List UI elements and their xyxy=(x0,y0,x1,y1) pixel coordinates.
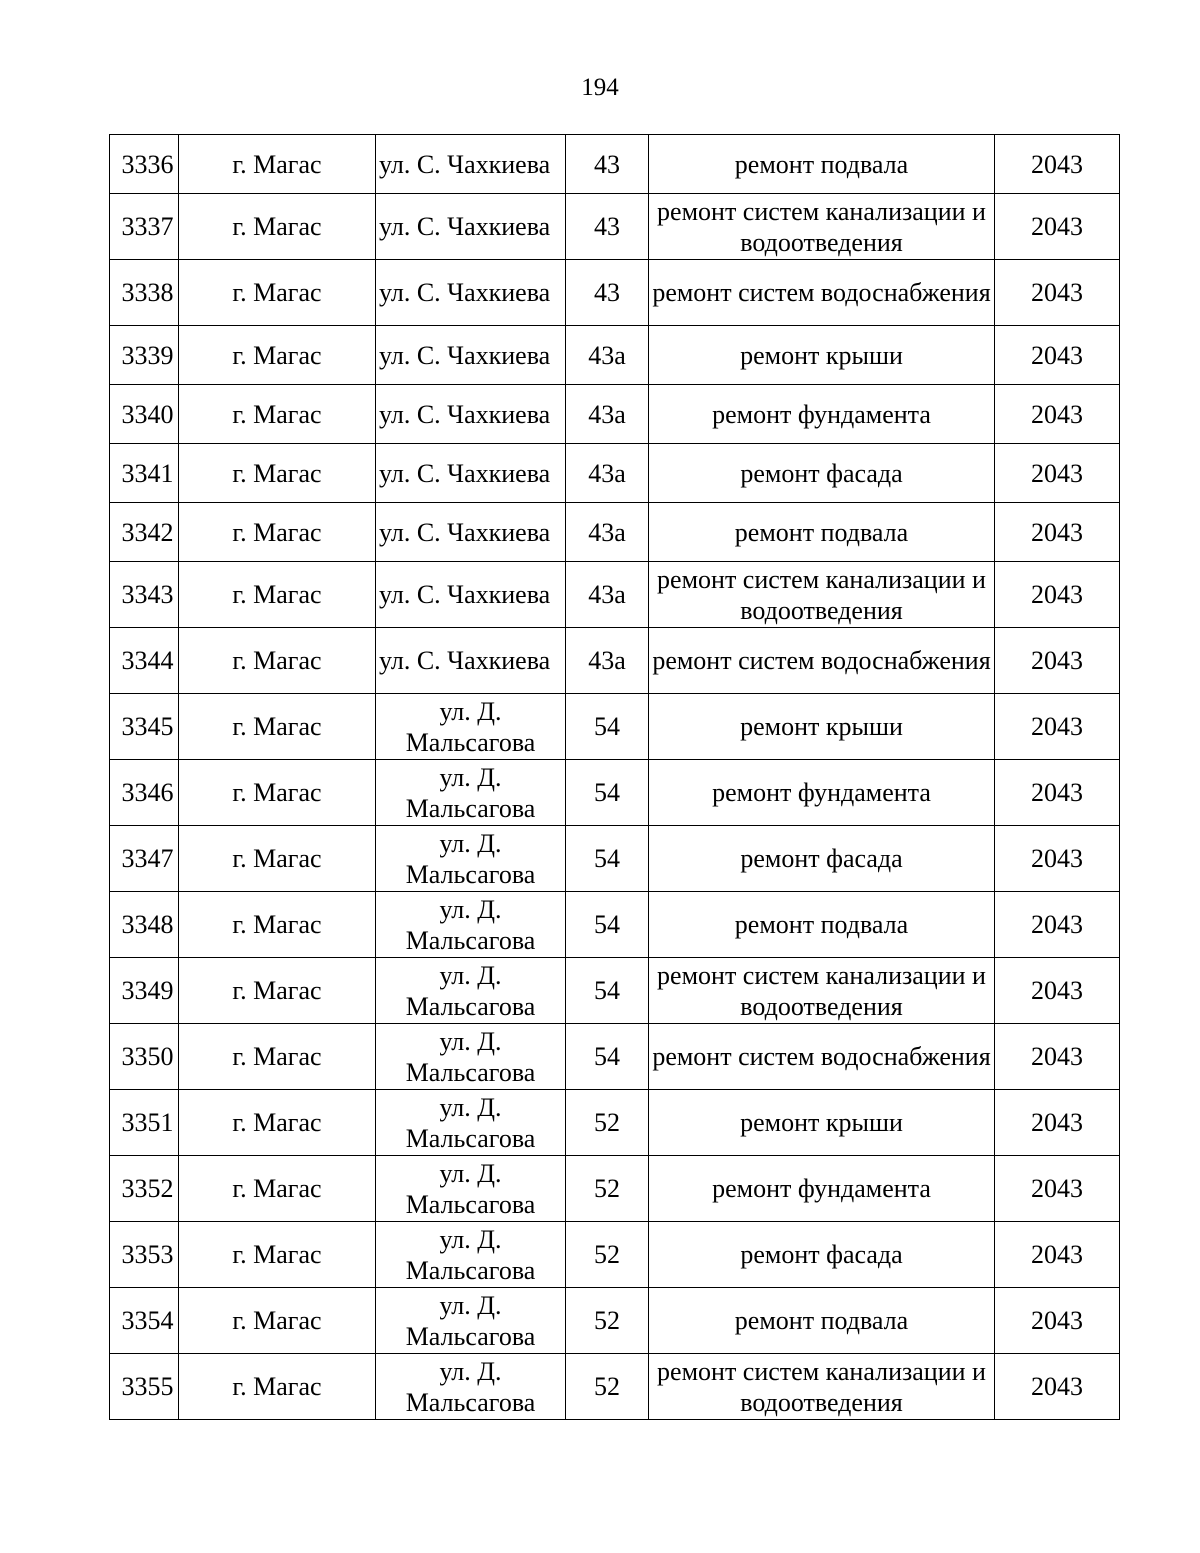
repair-work-cell: ремонт фасада xyxy=(649,444,995,503)
table-row xyxy=(110,385,1120,444)
repair-work-cell: ремонт фундамента xyxy=(649,385,995,444)
street-cell: ул. Д. Мальсагова xyxy=(376,1222,566,1288)
row-number-cell: 3341 xyxy=(110,444,179,503)
house-number-cell: 43 xyxy=(566,135,649,194)
house-number-cell: 54 xyxy=(566,958,649,1024)
repair-schedule-table xyxy=(109,134,1120,1420)
year-cell: 2043 xyxy=(995,892,1120,958)
house-number-cell: 52 xyxy=(566,1354,649,1420)
year-cell: 2043 xyxy=(995,444,1120,503)
street-cell: ул. Д. Мальсагова xyxy=(376,1090,566,1156)
repair-work-cell: ремонт систем водоснабжения xyxy=(649,1024,995,1090)
row-number-cell: 3347 xyxy=(110,826,179,892)
city-cell: г. Магас xyxy=(179,326,376,385)
city-cell: г. Магас xyxy=(179,194,376,260)
year-cell: 2043 xyxy=(995,385,1120,444)
repair-work-cell: ремонт крыши xyxy=(649,1090,995,1156)
row-number-cell: 3348 xyxy=(110,892,179,958)
year-cell: 2043 xyxy=(995,194,1120,260)
city-cell: г. Магас xyxy=(179,760,376,826)
year-cell: 2043 xyxy=(995,1156,1120,1222)
house-number-cell: 43а xyxy=(566,562,649,628)
row-number-cell: 3346 xyxy=(110,760,179,826)
row-number-cell: 3353 xyxy=(110,1222,179,1288)
repair-work-cell: ремонт подвала xyxy=(649,503,995,562)
city-cell: г. Магас xyxy=(179,694,376,760)
table-row xyxy=(110,194,1120,260)
house-number-cell: 52 xyxy=(566,1156,649,1222)
row-number-cell: 3354 xyxy=(110,1288,179,1354)
row-number-cell: 3337 xyxy=(110,194,179,260)
house-number-cell: 54 xyxy=(566,694,649,760)
row-number-cell: 3339 xyxy=(110,326,179,385)
year-cell: 2043 xyxy=(995,1024,1120,1090)
repair-work-cell: ремонт фасада xyxy=(649,1222,995,1288)
row-number-cell: 3345 xyxy=(110,694,179,760)
street-cell: ул. Д. Мальсагова xyxy=(376,1156,566,1222)
year-cell: 2043 xyxy=(995,326,1120,385)
house-number-cell: 52 xyxy=(566,1090,649,1156)
city-cell: г. Магас xyxy=(179,826,376,892)
row-number-cell: 3349 xyxy=(110,958,179,1024)
table-row xyxy=(110,694,1120,760)
table-body xyxy=(110,135,1120,1420)
repair-work-cell: ремонт систем канализации и водоотведения xyxy=(649,194,995,260)
year-cell: 2043 xyxy=(995,135,1120,194)
city-cell: г. Магас xyxy=(179,260,376,326)
year-cell: 2043 xyxy=(995,1222,1120,1288)
house-number-cell: 43а xyxy=(566,385,649,444)
row-number-cell: 3338 xyxy=(110,260,179,326)
street-cell: ул. С. Чахкиева xyxy=(376,135,566,194)
city-cell: г. Магас xyxy=(179,385,376,444)
city-cell: г. Магас xyxy=(179,444,376,503)
row-number-cell: 3340 xyxy=(110,385,179,444)
house-number-cell: 54 xyxy=(566,892,649,958)
city-cell: г. Магас xyxy=(179,628,376,694)
repair-work-cell: ремонт подвала xyxy=(649,1288,995,1354)
street-cell: ул. Д. Мальсагова xyxy=(376,1354,566,1420)
row-number-cell: 3351 xyxy=(110,1090,179,1156)
house-number-cell: 54 xyxy=(566,760,649,826)
street-cell: ул. С. Чахкиева xyxy=(376,326,566,385)
repair-work-cell: ремонт подвала xyxy=(649,135,995,194)
table-row xyxy=(110,1090,1120,1156)
city-cell: г. Магас xyxy=(179,958,376,1024)
row-number-cell: 3344 xyxy=(110,628,179,694)
table-row xyxy=(110,892,1120,958)
house-number-cell: 43а xyxy=(566,444,649,503)
house-number-cell: 54 xyxy=(566,1024,649,1090)
repair-work-cell: ремонт систем канализации и водоотведения xyxy=(649,1354,995,1420)
street-cell: ул. С. Чахкиева xyxy=(376,385,566,444)
table-row xyxy=(110,135,1120,194)
year-cell: 2043 xyxy=(995,628,1120,694)
year-cell: 2043 xyxy=(995,826,1120,892)
table-row xyxy=(110,1024,1120,1090)
city-cell: г. Магас xyxy=(179,1024,376,1090)
house-number-cell: 43 xyxy=(566,260,649,326)
repair-work-cell: ремонт фасада xyxy=(649,826,995,892)
table-row xyxy=(110,503,1120,562)
street-cell: ул. Д. Мальсагова xyxy=(376,892,566,958)
table-row xyxy=(110,1354,1120,1420)
row-number-cell: 3355 xyxy=(110,1354,179,1420)
street-cell: ул. Д. Мальсагова xyxy=(376,958,566,1024)
table-row xyxy=(110,628,1120,694)
city-cell: г. Магас xyxy=(179,1090,376,1156)
table-row xyxy=(110,326,1120,385)
street-cell: ул. С. Чахкиева xyxy=(376,503,566,562)
city-cell: г. Магас xyxy=(179,1354,376,1420)
repair-work-cell: ремонт крыши xyxy=(649,326,995,385)
repair-work-cell: ремонт фундамента xyxy=(649,760,995,826)
year-cell: 2043 xyxy=(995,1090,1120,1156)
row-number-cell: 3342 xyxy=(110,503,179,562)
year-cell: 2043 xyxy=(995,760,1120,826)
year-cell: 2043 xyxy=(995,503,1120,562)
table-row xyxy=(110,1222,1120,1288)
table-row xyxy=(110,958,1120,1024)
year-cell: 2043 xyxy=(995,1288,1120,1354)
street-cell: ул. Д. Мальсагова xyxy=(376,760,566,826)
year-cell: 2043 xyxy=(995,260,1120,326)
street-cell: ул. С. Чахкиева xyxy=(376,194,566,260)
house-number-cell: 43а xyxy=(566,326,649,385)
street-cell: ул. Д. Мальсагова xyxy=(376,694,566,760)
table-row xyxy=(110,260,1120,326)
street-cell: ул. С. Чахкиева xyxy=(376,562,566,628)
page-number: 194 xyxy=(581,74,619,101)
street-cell: ул. С. Чахкиева xyxy=(376,260,566,326)
street-cell: ул. Д. Мальсагова xyxy=(376,826,566,892)
repair-work-cell: ремонт систем водоснабжения xyxy=(649,628,995,694)
repair-work-cell: ремонт подвала xyxy=(649,892,995,958)
row-number-cell: 3343 xyxy=(110,562,179,628)
table-row xyxy=(110,760,1120,826)
house-number-cell: 54 xyxy=(566,826,649,892)
house-number-cell: 43а xyxy=(566,503,649,562)
house-number-cell: 43 xyxy=(566,194,649,260)
house-number-cell: 43а xyxy=(566,628,649,694)
table-row xyxy=(110,826,1120,892)
row-number-cell: 3352 xyxy=(110,1156,179,1222)
street-cell: ул. С. Чахкиева xyxy=(376,628,566,694)
year-cell: 2043 xyxy=(995,562,1120,628)
city-cell: г. Магас xyxy=(179,892,376,958)
repair-work-cell: ремонт систем водоснабжения xyxy=(649,260,995,326)
street-cell: ул. С. Чахкиева xyxy=(376,444,566,503)
street-cell: ул. Д. Мальсагова xyxy=(376,1288,566,1354)
repair-work-cell: ремонт крыши xyxy=(649,694,995,760)
repair-work-cell: ремонт систем канализации и водоотведения xyxy=(649,958,995,1024)
year-cell: 2043 xyxy=(995,958,1120,1024)
street-cell: ул. Д. Мальсагова xyxy=(376,1024,566,1090)
repair-work-cell: ремонт фундамента xyxy=(649,1156,995,1222)
city-cell: г. Магас xyxy=(179,1222,376,1288)
row-number-cell: 3336 xyxy=(110,135,179,194)
year-cell: 2043 xyxy=(995,1354,1120,1420)
year-cell: 2043 xyxy=(995,694,1120,760)
city-cell: г. Магас xyxy=(179,1288,376,1354)
house-number-cell: 52 xyxy=(566,1222,649,1288)
table-row xyxy=(110,1156,1120,1222)
city-cell: г. Магас xyxy=(179,135,376,194)
house-number-cell: 52 xyxy=(566,1288,649,1354)
table-row xyxy=(110,444,1120,503)
row-number-cell: 3350 xyxy=(110,1024,179,1090)
city-cell: г. Магас xyxy=(179,562,376,628)
repair-work-cell: ремонт систем канализации и водоотведения xyxy=(649,562,995,628)
city-cell: г. Магас xyxy=(179,1156,376,1222)
table-row xyxy=(110,1288,1120,1354)
city-cell: г. Магас xyxy=(179,503,376,562)
table-row xyxy=(110,562,1120,628)
